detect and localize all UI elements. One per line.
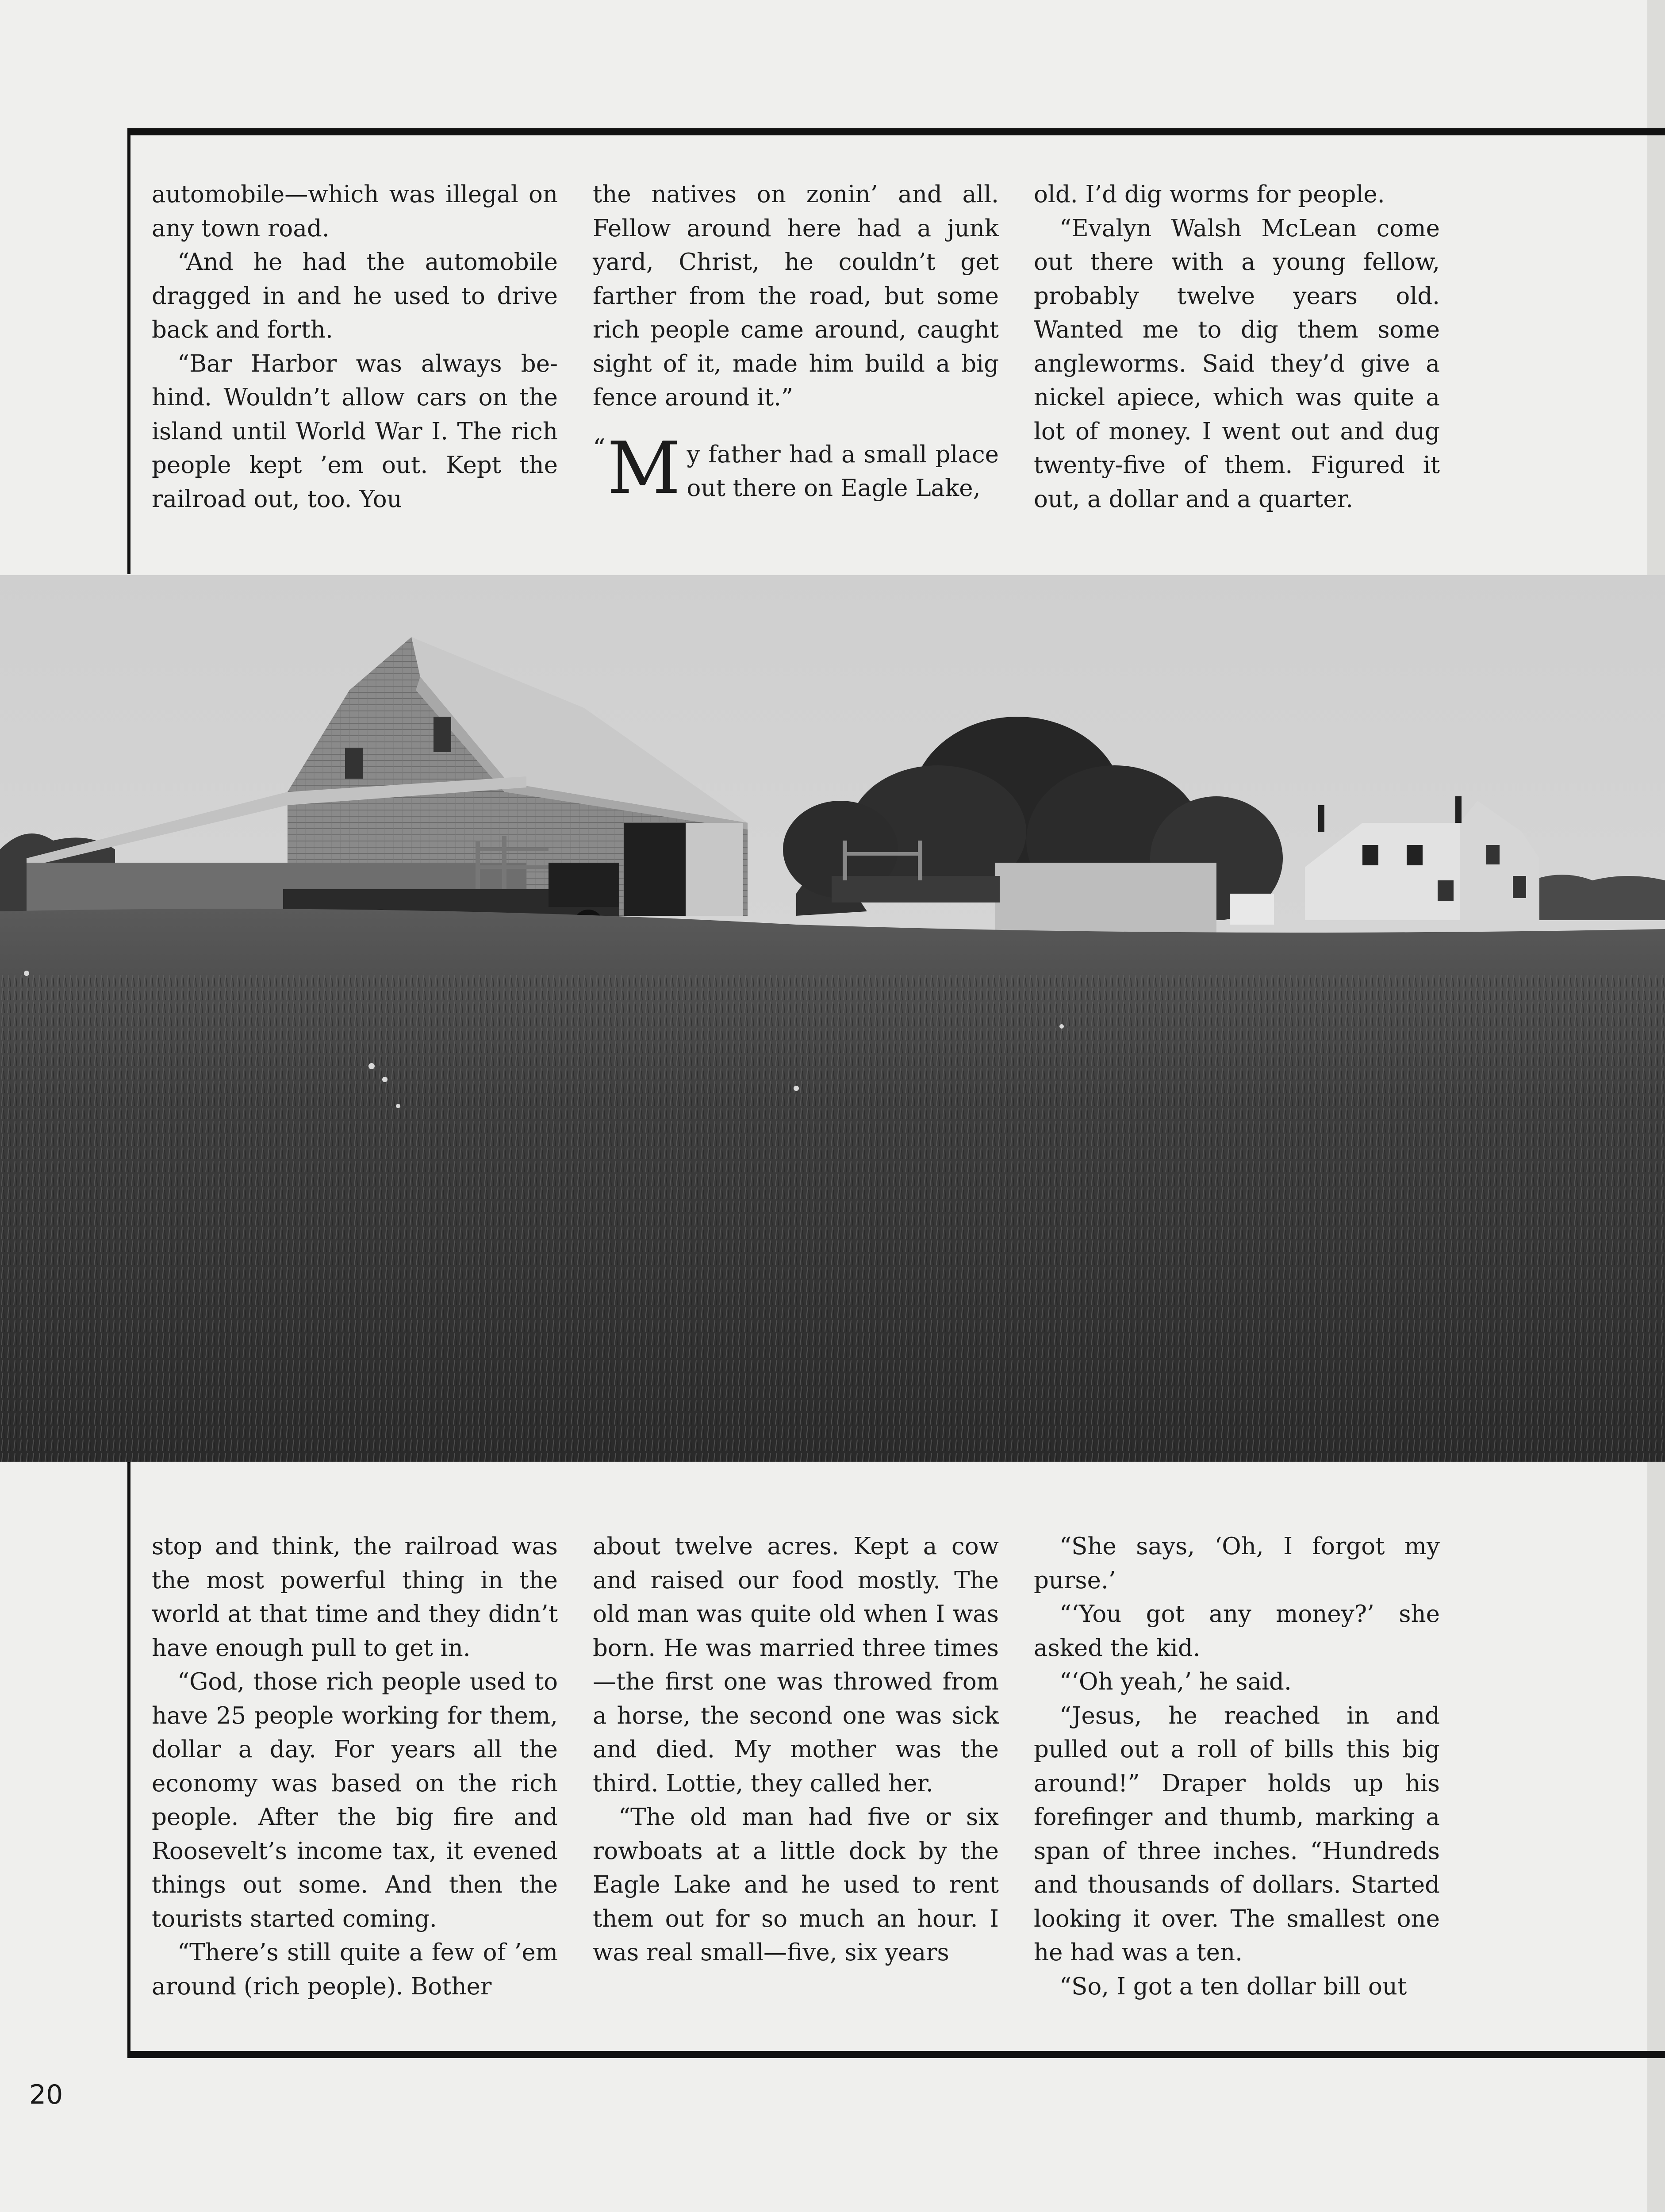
barn-and-farmhouse-field-photo xyxy=(0,575,1665,1462)
paragraph: about twelve acres. Kept a cow and raised our food mostly. The old man was quite old when I was born. He was married three times—the first one was throwed from a horse, the second one was sick and died. My mother was the third. Lottie, they called her. xyxy=(593,1533,999,1797)
paragraph: stop and think, the railroad was the most powerful thing in the world at that time and they didn’t have enough pull to get in. xyxy=(152,1533,558,1662)
shed xyxy=(995,863,1216,933)
top-column-3 xyxy=(1034,178,1440,516)
right-treeline xyxy=(1522,875,1665,920)
paragraph: old. I’d dig worms for people. xyxy=(1034,181,1385,208)
grass-texture xyxy=(0,973,1665,1462)
paragraph: “So, I got a ten dollar bill out xyxy=(1059,1973,1407,2000)
drop-cap-text: y father had a small place out there on Eagle Lake, xyxy=(687,441,999,502)
paragraph: “And he had the automobile dragged in and he used to drive back and forth. xyxy=(152,249,558,343)
top-frame-left-rule xyxy=(127,128,130,574)
paragraph: “Jesus, he reached in and pulled out a roll of bills this big around!” Draper holds up his forefinger and thumb, marking a span of three inches. “Hundreds and thousands of dollars. Started looking it over. The smallest one he had was a ten. xyxy=(1034,1702,1440,1966)
paragraph: “God, those rich people used to have 25 people working for them, dollar a day. For years all the economy was based on the rich people. After the big fire and Roosevelt’s income tax, it evened things out some. And then the tourists started coming. xyxy=(152,1668,558,1932)
bottom-column-3 xyxy=(1034,1530,1440,2004)
bottom-frame-left-rule xyxy=(127,1462,130,2058)
drop-cap-paragraph xyxy=(593,426,999,510)
bottom-column-2 xyxy=(593,1530,999,1970)
top-frame-rule xyxy=(127,128,1665,135)
paragraph: automobile—which was illegal on any town road. xyxy=(152,181,558,242)
paragraph: “Bar Harbor was always be-hind. Wouldn’t allow cars on the island until World War I. The rich people kept ’em out. Kept the railroad out, too. You xyxy=(152,350,558,513)
drop-cap-letter: M xyxy=(607,426,681,510)
paragraph: “The old man had five or six rowboats at a little dock by the Eagle Lake and he used to rent them out for so much an hour. I was real small—five, six years xyxy=(593,1804,999,1966)
bottom-column-1 xyxy=(152,1530,558,2004)
top-column-1 xyxy=(152,178,558,516)
page-number: 20 xyxy=(29,2079,63,2110)
drop-cap-quote: “ xyxy=(593,434,606,463)
paragraph: “‘You got any money?’ she asked the kid. xyxy=(1034,1601,1440,1662)
top-column-2 xyxy=(593,178,999,510)
bottom-frame-rule xyxy=(127,2051,1665,2058)
paragraph: the natives on zonin’ and all. Fellow around here had a junk yard, Christ, he couldn’t get farther from the road, but some rich people came around, caught sight of it, made him build a big fence around it.” xyxy=(593,181,999,411)
paragraph: “Evalyn Walsh McLean come out there with a young fellow, probably twelve years old. Wanted me to dig them some angleworms. Said they’d give a nickel apiece, which was quite a lot of money. I went out and dug twenty-five of them. Figured it out, a dollar and a quarter. xyxy=(1034,215,1440,513)
paragraph: “She says, ‘Oh, I forgot my purse.’ xyxy=(1034,1533,1440,1594)
paragraph: “There’s still quite a few of ’em around (rich people). Bother xyxy=(152,1939,558,2000)
paragraph: “‘Oh yeah,’ he said. xyxy=(1059,1668,1292,1695)
